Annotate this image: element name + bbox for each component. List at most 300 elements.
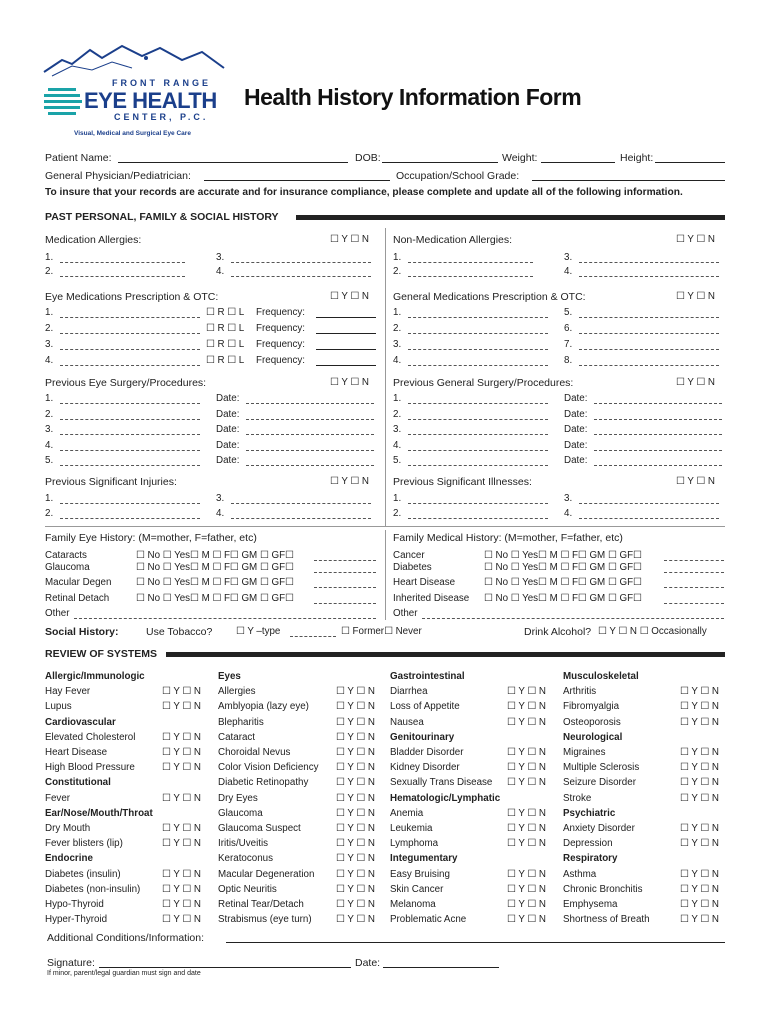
ros-yn-checkboxes[interactable]: ☐ Y ☐ N bbox=[507, 899, 546, 910]
frequency-label: Frequency: bbox=[256, 339, 306, 350]
allergy-entry[interactable] bbox=[408, 276, 533, 277]
injury-entry[interactable] bbox=[579, 503, 719, 504]
ros-yn-checkboxes[interactable]: ☐ Y ☐ N bbox=[162, 762, 201, 774]
ros-yn-checkboxes[interactable]: ☐ Y ☐ N bbox=[680, 716, 719, 728]
injury-number: 2. bbox=[45, 508, 54, 519]
family-eye-other-label: Other bbox=[45, 608, 70, 619]
gen-med-entry[interactable] bbox=[579, 333, 719, 334]
ros-condition: Asthma bbox=[563, 868, 597, 880]
ros-condition: Arthritis bbox=[563, 686, 597, 698]
prev-injuries-label: Previous Significant Injuries: bbox=[45, 476, 177, 488]
frequency-label: Frequency: bbox=[256, 323, 306, 334]
surgery-date-label: Date: bbox=[216, 393, 240, 404]
gen-med-entry[interactable] bbox=[408, 349, 548, 350]
injury-entry[interactable] bbox=[231, 503, 371, 504]
dob-field[interactable] bbox=[382, 162, 498, 163]
ros-yn-checkboxes[interactable]: ☐ Y ☐ N bbox=[336, 762, 375, 774]
surgery-number: 3. bbox=[393, 424, 402, 435]
ros-yn-checkboxes[interactable]: ☐ Y ☐ N bbox=[680, 838, 719, 850]
section-bar bbox=[296, 215, 725, 220]
social-history-label: Social History: bbox=[45, 626, 119, 638]
gp-field[interactable] bbox=[204, 180, 390, 181]
surgery-entry[interactable] bbox=[60, 434, 200, 435]
prev-eye-surg-label: Previous Eye Surgery/Procedures: bbox=[45, 377, 207, 389]
family-eye-detail[interactable] bbox=[314, 560, 376, 561]
ros-condition: Osteoporosis bbox=[563, 716, 621, 728]
eye-med-entry[interactable] bbox=[60, 333, 200, 334]
ros-yn-checkboxes[interactable]: ☐ Y ☐ N bbox=[336, 807, 375, 819]
injury-entry[interactable] bbox=[231, 518, 371, 519]
ros-yn-checkboxes[interactable]: ☐ Y ☐ N bbox=[336, 731, 375, 743]
ros-condition: Color Vision Deficiency bbox=[218, 762, 319, 774]
surgery-entry[interactable] bbox=[408, 419, 548, 420]
family-med-item: Cancer bbox=[393, 550, 425, 561]
ros-condition: Hyper-Thyroid bbox=[45, 914, 108, 926]
family-eye-item: Cataracts bbox=[45, 550, 87, 561]
injury-number: 4. bbox=[564, 508, 573, 519]
gen-med-number: 4. bbox=[393, 355, 402, 366]
height-label: Height: bbox=[620, 152, 654, 164]
ros-category-heading: Ear/Nose/Mouth/Throat bbox=[45, 807, 153, 819]
eye-meds-label: Eye Medications Prescription & OTC: bbox=[45, 291, 219, 303]
patient-name-field[interactable] bbox=[118, 162, 348, 163]
surgery-number: 2. bbox=[45, 408, 54, 420]
family-med-item: Heart Disease bbox=[393, 577, 456, 588]
ros-yn-checkboxes[interactable]: ☐ Y ☐ N bbox=[336, 899, 375, 910]
occupation-label: Occupation/School Grade: bbox=[396, 170, 520, 182]
ros-condition: Diabetic Retinopathy bbox=[218, 777, 309, 789]
ros-yn-checkboxes[interactable]: ☐ Y ☐ N bbox=[336, 914, 375, 926]
frequency-field[interactable] bbox=[316, 365, 376, 366]
ros-condition: High Blood Pressure bbox=[45, 762, 135, 774]
ros-yn-checkboxes[interactable]: ☐ Y ☐ N bbox=[507, 686, 546, 698]
injury-number: 1. bbox=[393, 493, 402, 504]
injury-entry[interactable] bbox=[579, 518, 719, 519]
ros-condition: Allergies bbox=[218, 686, 256, 698]
allergy-number: 2. bbox=[393, 266, 402, 277]
injury-number: 2. bbox=[393, 508, 402, 519]
ros-condition: Diabetes (insulin) bbox=[45, 868, 121, 880]
additional-field[interactable] bbox=[226, 942, 725, 943]
gen-med-number: 7. bbox=[564, 339, 573, 350]
mountain-logo-icon bbox=[42, 42, 232, 82]
allergy-number: 1. bbox=[393, 252, 402, 263]
gen-meds-label: General Medications Prescription & OTC: bbox=[393, 291, 586, 303]
surgery-number: 4. bbox=[45, 439, 54, 451]
ros-condition: Fever bbox=[45, 792, 71, 804]
ros-category-heading: Musculoskeletal bbox=[563, 671, 639, 682]
ros-yn-checkboxes[interactable]: ☐ Y ☐ N bbox=[162, 899, 201, 910]
ros-condition: Glaucoma Suspect bbox=[218, 823, 301, 834]
ros-condition: Choroidal Nevus bbox=[218, 747, 291, 758]
allergy-number: 4. bbox=[216, 266, 225, 277]
family-eye-item: Glaucoma bbox=[45, 562, 90, 573]
eye-lines-icon bbox=[44, 86, 84, 122]
ros-condition: Depression bbox=[563, 838, 613, 850]
logo-line2: EYE HEALTH bbox=[84, 88, 217, 113]
ros-yn-checkboxes[interactable]: ☐ Y ☐ N bbox=[162, 914, 201, 926]
prev-eye-surg-yn[interactable]: ☐ Y ☐ N bbox=[330, 377, 369, 388]
ros-condition: Elevated Cholesterol bbox=[45, 731, 136, 743]
allergy-entry[interactable] bbox=[231, 276, 371, 277]
surgery-entry[interactable] bbox=[408, 434, 548, 435]
ros-yn-checkboxes[interactable]: ☐ Y ☐ N bbox=[680, 823, 719, 834]
surgery-number: 1. bbox=[393, 393, 402, 404]
ros-condition: Nausea bbox=[390, 716, 424, 728]
ros-category-heading: Eyes bbox=[218, 671, 241, 682]
eye-med-entry[interactable] bbox=[60, 349, 200, 350]
surgery-date-label: Date: bbox=[216, 408, 240, 420]
ros-category-heading: Respiratory bbox=[563, 853, 618, 865]
frequency-field[interactable] bbox=[316, 317, 376, 318]
ros-condition: Leukemia bbox=[390, 823, 433, 834]
ros-yn-checkboxes[interactable]: ☐ Y ☐ N bbox=[336, 853, 375, 865]
patient-name-label: Patient Name: bbox=[45, 152, 112, 164]
injury-number: 4. bbox=[216, 508, 225, 519]
dob-label: DOB: bbox=[355, 152, 381, 164]
ros-condition: Dry Mouth bbox=[45, 823, 91, 834]
ros-category-heading: Psychiatric bbox=[563, 807, 616, 819]
surgery-entry[interactable] bbox=[60, 403, 200, 404]
prev-illnesses-label: Previous Significant Illnesses: bbox=[393, 476, 532, 488]
injury-entry[interactable] bbox=[408, 503, 548, 504]
ros-yn-checkboxes[interactable]: ☐ Y ☐ N bbox=[680, 914, 719, 926]
frequency-field[interactable] bbox=[316, 333, 376, 334]
ros-yn-checkboxes[interactable]: ☐ Y ☐ N bbox=[507, 823, 546, 834]
eye-med-number: 4. bbox=[45, 355, 54, 366]
ros-condition: Hay Fever bbox=[45, 686, 91, 698]
injury-entry[interactable] bbox=[408, 518, 548, 519]
ros-condition: Fibromyalgia bbox=[563, 701, 620, 713]
minor-note: If minor, parent/legal guardian must sign and date bbox=[47, 970, 201, 977]
tobacco-type-field[interactable] bbox=[290, 636, 336, 637]
surgery-date-field[interactable] bbox=[246, 434, 374, 435]
ros-yn-checkboxes[interactable]: ☐ Y ☐ N bbox=[336, 777, 375, 789]
ros-yn-checkboxes[interactable]: ☐ Y ☐ N bbox=[507, 914, 546, 926]
gen-med-number: 5. bbox=[564, 307, 573, 318]
ros-yn-checkboxes[interactable]: ☐ Y ☐ N bbox=[507, 747, 546, 758]
ros-yn-checkboxes[interactable]: ☐ Y ☐ N bbox=[162, 838, 201, 850]
gen-med-entry[interactable] bbox=[579, 365, 719, 366]
ros-condition: Multiple Sclerosis bbox=[563, 762, 640, 774]
ros-yn-checkboxes[interactable]: ☐ Y ☐ N bbox=[162, 701, 201, 713]
allergy-number: 1. bbox=[45, 252, 54, 263]
gen-med-number: 6. bbox=[564, 323, 573, 334]
ros-condition: Amblyopia (lazy eye) bbox=[218, 701, 309, 713]
family-eye-options[interactable]: ☐ No ☐ Yes☐ M ☐ F☐ GM ☐ GF☐ bbox=[136, 562, 294, 573]
ros-condition: Chronic Bronchitis bbox=[563, 883, 643, 895]
ros-category-heading: Genitourinary bbox=[390, 731, 455, 743]
injury-number: 1. bbox=[45, 493, 54, 504]
surgery-entry[interactable] bbox=[60, 465, 200, 466]
family-eye-options[interactable]: ☐ No ☐ Yes☐ M ☐ F☐ GM ☐ GF☐ bbox=[136, 593, 294, 604]
surgery-date-label: Date: bbox=[564, 424, 588, 435]
ros-yn-checkboxes[interactable]: ☐ Y ☐ N bbox=[680, 747, 719, 758]
ros-condition: Easy Bruising bbox=[390, 868, 450, 880]
surgery-entry[interactable] bbox=[60, 419, 200, 420]
eye-med-number: 2. bbox=[45, 323, 54, 334]
family-eye-options[interactable]: ☐ No ☐ Yes☐ M ☐ F☐ GM ☐ GF☐ bbox=[136, 577, 294, 588]
ros-condition: Strabismus (eye turn) bbox=[218, 914, 312, 926]
ros-category-heading: Cardiovascular bbox=[45, 716, 116, 728]
eye-med-rl[interactable]: ☐ R ☐ L bbox=[206, 355, 245, 366]
eye-med-number: 1. bbox=[45, 307, 54, 318]
ros-yn-checkboxes[interactable]: ☐ Y ☐ N bbox=[162, 823, 201, 834]
ros-condition: Kidney Disorder bbox=[390, 762, 460, 774]
section-review-systems: REVIEW OF SYSTEMS bbox=[45, 648, 158, 660]
ros-category-heading: Endocrine bbox=[45, 853, 93, 865]
ros-yn-checkboxes[interactable]: ☐ Y ☐ N bbox=[680, 899, 719, 910]
signature-date-label: Date: bbox=[355, 957, 381, 969]
height-field[interactable] bbox=[655, 162, 725, 163]
ros-yn-checkboxes[interactable]: ☐ Y ☐ N bbox=[162, 686, 201, 698]
surgery-number: 1. bbox=[45, 393, 54, 404]
injury-entry[interactable] bbox=[60, 518, 200, 519]
ros-yn-checkboxes[interactable]: ☐ Y ☐ N bbox=[507, 868, 546, 880]
family-eye-label: Family Eye History: (M=mother, F=father, etc) bbox=[45, 532, 257, 544]
allergy-entry[interactable] bbox=[231, 262, 371, 263]
gen-med-entry[interactable] bbox=[408, 333, 548, 334]
ros-condition: Stroke bbox=[563, 792, 592, 804]
surgery-date-label: Date: bbox=[564, 408, 588, 420]
tobacco-label: Use Tobacco? bbox=[146, 626, 213, 638]
ros-yn-checkboxes[interactable]: ☐ Y ☐ N bbox=[336, 686, 375, 698]
ros-yn-checkboxes[interactable]: ☐ Y ☐ N bbox=[507, 762, 546, 774]
surgery-date-label: Date: bbox=[216, 439, 240, 451]
allergy-entry[interactable] bbox=[60, 262, 185, 263]
ros-category-heading: Integumentary bbox=[390, 853, 458, 865]
ros-condition: Heart Disease bbox=[45, 747, 108, 758]
ros-yn-checkboxes[interactable]: ☐ Y ☐ N bbox=[162, 883, 201, 895]
ros-condition: Migraines bbox=[563, 747, 606, 758]
frequency-field[interactable] bbox=[316, 349, 376, 350]
allergy-number: 2. bbox=[45, 266, 54, 277]
tobacco-options[interactable]: ☐ Y –type bbox=[236, 626, 281, 637]
surgery-date-field[interactable] bbox=[594, 419, 722, 420]
divider bbox=[45, 526, 725, 527]
injury-entry[interactable] bbox=[60, 503, 200, 504]
occupation-field[interactable] bbox=[532, 180, 725, 181]
ros-condition: Keratoconus bbox=[218, 853, 274, 865]
eye-med-rl[interactable]: ☐ R ☐ L bbox=[206, 307, 245, 318]
family-eye-detail[interactable] bbox=[314, 587, 376, 588]
logo-tagline: Visual, Medical and Surgical Eye Care bbox=[74, 130, 191, 137]
nonmed-allergies-label: Non-Medication Allergies: bbox=[393, 234, 513, 246]
prev-gen-surg-yn[interactable]: ☐ Y ☐ N bbox=[676, 377, 715, 388]
family-med-detail[interactable] bbox=[664, 587, 724, 588]
ros-condition: Problematic Acne bbox=[390, 914, 467, 926]
prev-illnesses-yn[interactable]: ☐ Y ☐ N bbox=[676, 476, 715, 487]
allergy-entry[interactable] bbox=[579, 276, 719, 277]
surgery-date-field[interactable] bbox=[246, 465, 374, 466]
gen-med-number: 8. bbox=[564, 355, 573, 366]
ros-yn-checkboxes[interactable]: ☐ Y ☐ N bbox=[162, 792, 201, 804]
surgery-date-field[interactable] bbox=[594, 450, 722, 451]
surgery-date-label: Date: bbox=[564, 439, 588, 451]
family-med-options[interactable]: ☐ No ☐ Yes☐ M ☐ F☐ GM ☐ GF☐ bbox=[484, 577, 642, 588]
ros-yn-checkboxes[interactable]: ☐ Y ☐ N bbox=[507, 777, 546, 789]
surgery-number: 5. bbox=[393, 455, 402, 466]
ros-condition: Bladder Disorder bbox=[390, 747, 464, 758]
ros-yn-checkboxes[interactable]: ☐ Y ☐ N bbox=[336, 792, 375, 804]
signature-date-field[interactable] bbox=[383, 967, 499, 968]
column-divider bbox=[385, 530, 386, 620]
ros-yn-checkboxes[interactable]: ☐ Y ☐ N bbox=[336, 716, 375, 728]
family-med-options[interactable]: ☐ No ☐ Yes☐ M ☐ F☐ GM ☐ GF☐ bbox=[484, 593, 642, 604]
surgery-date-label: Date: bbox=[564, 455, 588, 466]
ros-yn-checkboxes[interactable]: ☐ Y ☐ N bbox=[336, 823, 375, 834]
ros-yn-checkboxes[interactable]: ☐ Y ☐ N bbox=[336, 701, 375, 713]
ros-yn-checkboxes[interactable]: ☐ Y ☐ N bbox=[336, 838, 375, 850]
surgery-date-label: Date: bbox=[216, 424, 240, 435]
gen-med-entry[interactable] bbox=[408, 365, 548, 366]
gen-med-entry[interactable] bbox=[579, 317, 719, 318]
ros-category-heading: Constitutional bbox=[45, 777, 111, 789]
ros-condition: Fever blisters (lip) bbox=[45, 838, 123, 850]
ros-condition: Macular Degeneration bbox=[218, 868, 315, 880]
ros-yn-checkboxes[interactable]: ☐ Y ☐ N bbox=[680, 686, 719, 698]
gen-med-entry[interactable] bbox=[579, 349, 719, 350]
allergy-entry[interactable] bbox=[579, 262, 719, 263]
eye-meds-yn[interactable]: ☐ Y ☐ N bbox=[330, 291, 369, 302]
eye-med-rl[interactable]: ☐ R ☐ L bbox=[206, 323, 245, 334]
ros-yn-checkboxes[interactable]: ☐ Y ☐ N bbox=[507, 701, 546, 713]
additional-label: Additional Conditions/Information: bbox=[47, 932, 205, 944]
ros-yn-checkboxes[interactable]: ☐ Y ☐ N bbox=[680, 868, 719, 880]
family-eye-detail[interactable] bbox=[314, 603, 376, 604]
family-eye-item: Macular Degen bbox=[45, 577, 112, 588]
ros-condition: Diabetes (non-insulin) bbox=[45, 883, 141, 895]
med-allergies-label: Medication Allergies: bbox=[45, 234, 142, 246]
ros-yn-checkboxes[interactable]: ☐ Y ☐ N bbox=[162, 868, 201, 880]
injury-number: 3. bbox=[216, 493, 225, 504]
ros-yn-checkboxes[interactable]: ☐ Y ☐ N bbox=[507, 838, 546, 850]
ros-yn-checkboxes[interactable]: ☐ Y ☐ N bbox=[680, 792, 719, 804]
ros-yn-checkboxes[interactable]: ☐ Y ☐ N bbox=[336, 868, 375, 880]
ros-yn-checkboxes[interactable]: ☐ Y ☐ N bbox=[507, 716, 546, 728]
ros-condition: Optic Neuritis bbox=[218, 883, 277, 895]
ros-condition: Sexually Trans Disease bbox=[390, 777, 493, 789]
gen-meds-yn[interactable]: ☐ Y ☐ N bbox=[676, 291, 715, 302]
ros-category-heading: Allergic/Immunologic bbox=[45, 671, 145, 682]
surgery-date-field[interactable] bbox=[594, 465, 722, 466]
surgery-entry[interactable] bbox=[408, 403, 548, 404]
ros-yn-checkboxes[interactable]: ☐ Y ☐ N bbox=[507, 883, 546, 895]
ros-yn-checkboxes[interactable]: ☐ Y ☐ N bbox=[162, 731, 201, 743]
section-bar bbox=[166, 652, 725, 657]
ros-yn-checkboxes[interactable]: ☐ Y ☐ N bbox=[680, 777, 719, 789]
column-divider bbox=[385, 228, 386, 526]
family-med-detail[interactable] bbox=[664, 560, 724, 561]
ros-condition: Lupus bbox=[45, 701, 72, 713]
surgery-entry[interactable] bbox=[60, 450, 200, 451]
alcohol-label: Drink Alcohol? bbox=[524, 626, 592, 638]
family-eye-options[interactable]: ☐ No ☐ Yes☐ M ☐ F☐ GM ☐ GF☐ bbox=[136, 550, 294, 561]
ros-condition: Loss of Appetite bbox=[390, 701, 460, 713]
eye-med-rl[interactable]: ☐ R ☐ L bbox=[206, 339, 245, 350]
surgery-date-field[interactable] bbox=[246, 419, 374, 420]
ros-yn-checkboxes[interactable]: ☐ Y ☐ N bbox=[680, 883, 719, 895]
allergy-entry[interactable] bbox=[60, 276, 185, 277]
signature-field[interactable] bbox=[99, 967, 351, 968]
surgery-number: 3. bbox=[45, 424, 54, 435]
weight-field[interactable] bbox=[541, 162, 615, 163]
logo-line3: CENTER, P.C. bbox=[114, 112, 209, 122]
ros-yn-checkboxes[interactable]: ☐ Y ☐ N bbox=[680, 701, 719, 713]
surgery-entry[interactable] bbox=[408, 465, 548, 466]
prev-gen-surg-label: Previous General Surgery/Procedures: bbox=[393, 377, 574, 389]
ros-condition: Lymphoma bbox=[390, 838, 439, 850]
surgery-date-field[interactable] bbox=[246, 403, 374, 404]
allergy-number: 4. bbox=[564, 266, 573, 277]
gen-med-number: 3. bbox=[393, 339, 402, 350]
surgery-date-field[interactable] bbox=[594, 434, 722, 435]
logo-line1: FRONT RANGE bbox=[112, 78, 211, 88]
allergy-number: 3. bbox=[564, 252, 573, 263]
ros-condition: Shortness of Breath bbox=[563, 914, 650, 926]
surgery-entry[interactable] bbox=[408, 450, 548, 451]
ros-yn-checkboxes[interactable]: ☐ Y ☐ N bbox=[162, 747, 201, 758]
surgery-number: 2. bbox=[393, 408, 402, 420]
ros-condition: Anemia bbox=[390, 807, 424, 819]
nonmed-allergies-yn[interactable]: ☐ Y ☐ N bbox=[676, 234, 715, 245]
eye-med-entry[interactable] bbox=[60, 317, 200, 318]
surgery-date-label: Date: bbox=[564, 393, 588, 404]
ros-yn-checkboxes[interactable]: ☐ Y ☐ N bbox=[507, 807, 546, 819]
eye-med-number: 3. bbox=[45, 339, 54, 350]
prev-injuries-yn[interactable]: ☐ Y ☐ N bbox=[330, 476, 369, 487]
gp-label: General Physician/Pediatrician: bbox=[45, 170, 191, 182]
signature-label: Signature: bbox=[47, 957, 95, 969]
ros-condition: Seizure Disorder bbox=[563, 777, 636, 789]
gen-med-entry[interactable] bbox=[408, 317, 548, 318]
family-med-options[interactable]: ☐ No ☐ Yes☐ M ☐ F☐ GM ☐ GF☐ bbox=[484, 562, 642, 573]
ros-yn-checkboxes[interactable]: ☐ Y ☐ N bbox=[336, 747, 375, 758]
notice-text: To insure that your records are accurate and for insurance compliance, please complete and update all of the following information. bbox=[45, 187, 683, 198]
family-med-options[interactable]: ☐ No ☐ Yes☐ M ☐ F☐ GM ☐ GF☐ bbox=[484, 550, 642, 561]
ros-condition: Glaucoma bbox=[218, 807, 263, 819]
allergy-number: 3. bbox=[216, 252, 225, 263]
gen-med-number: 1. bbox=[393, 307, 402, 318]
ros-condition: Skin Cancer bbox=[390, 883, 444, 895]
ros-condition: Iritis/Uveitis bbox=[218, 838, 269, 850]
ros-condition: Melanoma bbox=[390, 899, 436, 910]
family-med-item: Diabetes bbox=[393, 562, 432, 573]
ros-condition: Emphysema bbox=[563, 899, 618, 910]
ros-category-heading: Neurological bbox=[563, 731, 623, 743]
family-med-other-field[interactable] bbox=[422, 618, 724, 619]
allergy-entry[interactable] bbox=[408, 262, 533, 263]
frequency-label: Frequency: bbox=[256, 355, 306, 366]
surgery-date-field[interactable] bbox=[246, 450, 374, 451]
family-eye-other-field[interactable] bbox=[74, 618, 376, 619]
ros-condition: Cataract bbox=[218, 731, 256, 743]
tobacco-former-never[interactable]: ☐ Former☐ Never bbox=[341, 626, 422, 637]
family-eye-detail[interactable] bbox=[314, 572, 376, 573]
eye-med-entry[interactable] bbox=[60, 365, 200, 366]
gen-med-number: 2. bbox=[393, 323, 402, 334]
med-allergies-yn[interactable]: ☐ Y ☐ N bbox=[330, 234, 369, 245]
weight-label: Weight: bbox=[502, 152, 538, 164]
surgery-number: 4. bbox=[393, 439, 402, 451]
family-med-detail[interactable] bbox=[664, 572, 724, 573]
surgery-date-field[interactable] bbox=[594, 403, 722, 404]
ros-yn-checkboxes[interactable]: ☐ Y ☐ N bbox=[680, 762, 719, 774]
ros-yn-checkboxes[interactable]: ☐ Y ☐ N bbox=[336, 883, 375, 895]
family-med-detail[interactable] bbox=[664, 603, 724, 604]
ros-condition: Anxiety Disorder bbox=[563, 823, 635, 834]
alcohol-options[interactable]: ☐ Y ☐ N ☐ Occasionally bbox=[598, 626, 707, 637]
